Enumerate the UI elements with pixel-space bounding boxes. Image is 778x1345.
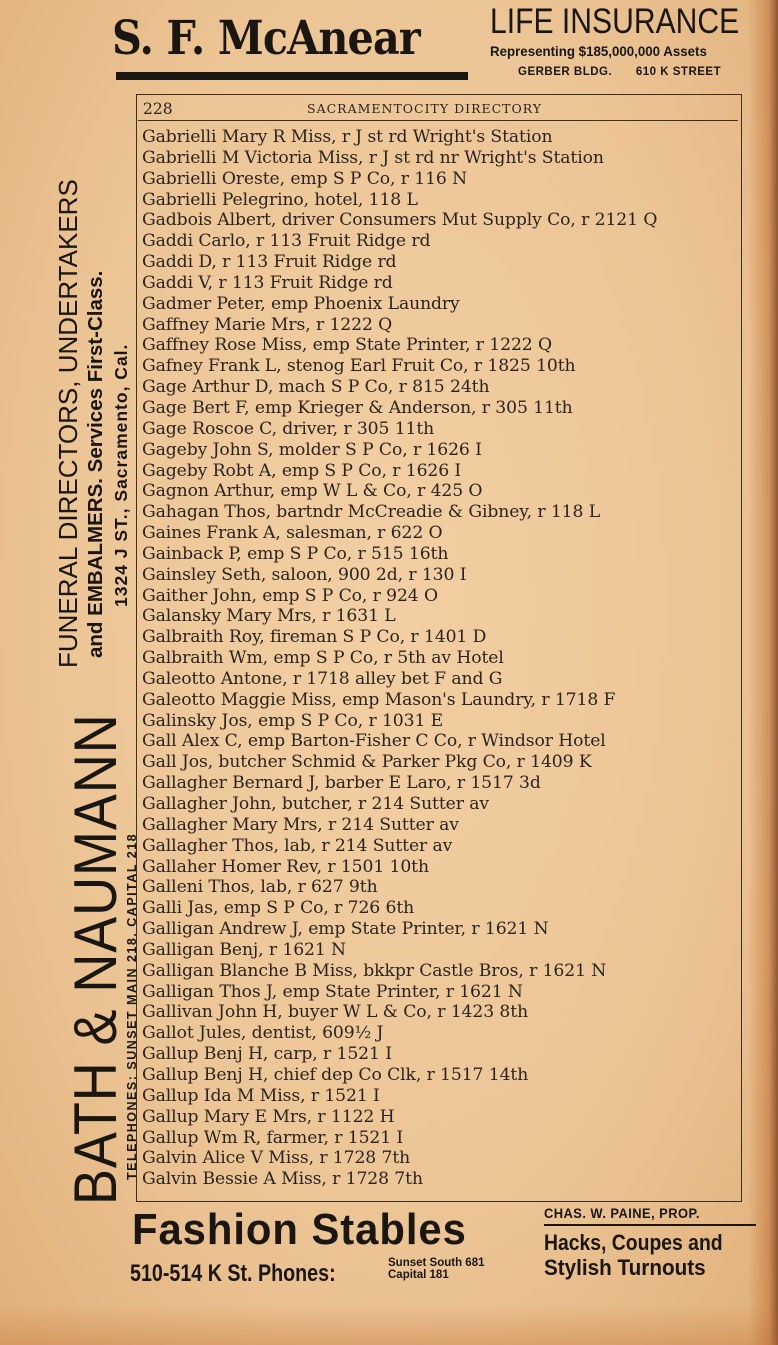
directory-entry: Gallagher Mary Mrs, r 214 Sutter av — [142, 814, 459, 835]
directory-entry: Gallup Benj H, chief dep Co Clk, r 1517 14th — [142, 1064, 529, 1085]
directory-entry: Galli Jas, emp S P Co, r 726 6th — [142, 898, 415, 919]
directory-entry: Gageby Robt A, emp S P Co, r 1626 I — [142, 460, 462, 481]
page-bottom-shadow — [0, 1305, 778, 1345]
directory-entry: Gainback P, emp S P Co, r 515 16th — [142, 543, 449, 564]
directory-entry: Gadbois Albert, driver Consumers Mut Supply Co, r 2121 Q — [142, 210, 658, 231]
directory-entry: Galeotto Maggie Miss, emp Mason's Laundry, r 1718 F — [142, 689, 616, 710]
bottom-ad-proprietor: CHAS. W. PAINE, PROP. — [544, 1205, 700, 1221]
directory-entry: Galligan Benj, r 1621 N — [142, 939, 347, 960]
bottom-ad-phone-sunset: Sunset South 681 — [388, 1257, 485, 1269]
directory-entry: Gadmer Peter, emp Phoenix Laundry — [142, 293, 460, 314]
bottom-ad-phone-capital: Capital 181 — [388, 1269, 449, 1281]
insurance-street: 610 K STREET — [635, 66, 722, 78]
directory-entries — [142, 127, 742, 1190]
insurance-building: GERBER BLDG. — [518, 66, 613, 78]
directory-entry: Gabrielli M Victoria Miss, r J st rd nr Wright's Station — [142, 147, 604, 168]
bottom-ad-name: Fashion Stables — [132, 1205, 467, 1254]
directory-entry: Galleni Thos, lab, r 627 9th — [142, 877, 378, 898]
page-title: SACRAMENTOCITY DIRECTORY — [307, 101, 543, 116]
directory-entry: Gagnon Arthur, emp W L & Co, r 425 O — [142, 481, 483, 502]
directory-entry: Galansky Mary Mrs, r 1631 L — [142, 606, 396, 627]
directory-entry: Galbraith Roy, fireman S P Co, r 1401 D — [142, 627, 487, 648]
directory-entry: Gahagan Thos, bartndr McCreadie & Gibney, r 118 L — [142, 502, 601, 523]
directory-entry: Gabrielli Pelegrino, hotel, 118 L — [142, 189, 418, 210]
directory-entry: Galbraith Wm, emp S P Co, r 5th av Hotel — [142, 648, 504, 669]
directory-entry: Gage Bert F, emp Krieger & Anderson, r 305 11th — [142, 397, 573, 418]
directory-entry: Gabrielli Mary R Miss, r J st rd Wright's Station — [142, 127, 553, 147]
directory-entry: Gallup Wm R, farmer, r 1521 I — [142, 1127, 404, 1148]
directory-entry: Gaines Frank A, salesman, r 622 O — [142, 523, 443, 544]
directory-entry: Gallagher John, butcher, r 214 Sutter av — [142, 794, 489, 814]
directory-entry: Gaither John, emp S P Co, r 924 O — [142, 585, 438, 606]
directory-entry: Gallup Mary E Mrs, r 1122 H — [142, 1106, 395, 1127]
bottom-ad-phones — [388, 1257, 485, 1281]
header-rule — [138, 120, 738, 121]
directory-entry: Gallaher Homer Rev, r 1501 10th — [142, 856, 429, 877]
page-number: 228 — [143, 100, 173, 118]
directory-entry: Gainsley Seth, saloon, 900 2d, r 130 I — [142, 564, 467, 585]
directory-entry: Gaddi Carlo, r 113 Fruit Ridge rd — [142, 231, 431, 252]
bottom-ad-line2: Stylish Turnouts — [544, 1255, 706, 1280]
directory-entry: Galligan Andrew J, emp State Printer, r 1621 N — [142, 919, 549, 940]
top-ad-rule — [116, 72, 468, 80]
directory-entry: Gabrielli Oreste, emp S P Co, r 116 N — [142, 168, 468, 189]
directory-entry: Gallup Ida M Miss, r 1521 I — [142, 1085, 380, 1106]
directory-entry: Gageby John S, molder S P Co, r 1626 I — [142, 439, 482, 460]
directory-entry: Gallup Benj H, carp, r 1521 I — [142, 1044, 392, 1065]
directory-entry: Gallagher Bernard J, barber E Laro, r 1517 3d — [142, 773, 541, 794]
directory-entry: Galinsky Jos, emp S P Co, r 1031 E — [142, 710, 444, 731]
directory-entry: Gage Roscoe C, driver, r 305 11th — [142, 418, 435, 439]
insurance-subtitle: Representing $185,000,000 Assets — [490, 43, 707, 59]
directory-entry: Gaffney Marie Mrs, r 1222 Q — [142, 314, 393, 335]
bottom-ad-address: 510-514 K St. Phones: — [130, 1260, 336, 1287]
directory-entry: Gafney Frank L, stenog Earl Fruit Co, r 1825 10th — [142, 356, 576, 377]
directory-entry: Galvin Alice V Miss, r 1728 7th — [142, 1148, 411, 1169]
bottom-ad-rule — [544, 1224, 756, 1226]
directory-entry: Galligan Blanche B Miss, bkkpr Castle Bros, r 1621 N — [142, 960, 607, 981]
bottom-ad-line1: Hacks, Coupes and — [544, 1230, 723, 1255]
directory-entry: Galvin Bessie A Miss, r 1728 7th — [142, 1169, 423, 1190]
side-ad-firm: BATH & NAUMANN — [62, 713, 129, 1205]
directory-entry: Gaffney Rose Miss, emp State Printer, r 1222 Q — [142, 335, 552, 356]
insurance-address — [518, 66, 741, 78]
side-ad-phones: TELEPHONES: SUNSET MAIN 218. CAPITAL 218 — [125, 832, 139, 1180]
directory-entry: Gallivan John H, buyer W L & Co, r 1423 8th — [142, 1002, 529, 1023]
insurance-title: LIFE INSURANCE — [490, 2, 740, 41]
top-ad-name: S. F. McAnear — [112, 11, 420, 66]
directory-entry: Gaddi D, r 113 Fruit Ridge rd — [142, 252, 397, 273]
directory-entry: Galeotto Antone, r 1718 alley bet F and G — [142, 668, 503, 689]
directory-entry: Gall Alex C, emp Barton-Fisher C Co, r Windsor Hotel — [142, 731, 606, 752]
page-edge-shadow — [748, 0, 778, 1345]
side-ad-line2: and EMBALMERS. Services First-Class. — [84, 270, 107, 658]
directory-entry: Gage Arthur D, mach S P Co, r 815 24th — [142, 377, 490, 398]
directory-entry: Galligan Thos J, emp State Printer, r 1621 N — [142, 981, 523, 1002]
side-ad-line1: FUNERAL DIRECTORS, UNDERTAKERS — [53, 179, 83, 668]
directory-entry: Gall Jos, butcher Schmid & Parker Pkg Co, r 1409 K — [142, 752, 592, 773]
directory-entry: Gallot Jules, dentist, 609½ J — [142, 1023, 384, 1044]
directory-entry: Gaddi V, r 113 Fruit Ridge rd — [142, 272, 393, 293]
side-ad-line3: 1324 J ST., Sacramento, Cal. — [111, 343, 131, 607]
directory-entry: Gallagher Thos, lab, r 214 Sutter av — [142, 835, 453, 856]
